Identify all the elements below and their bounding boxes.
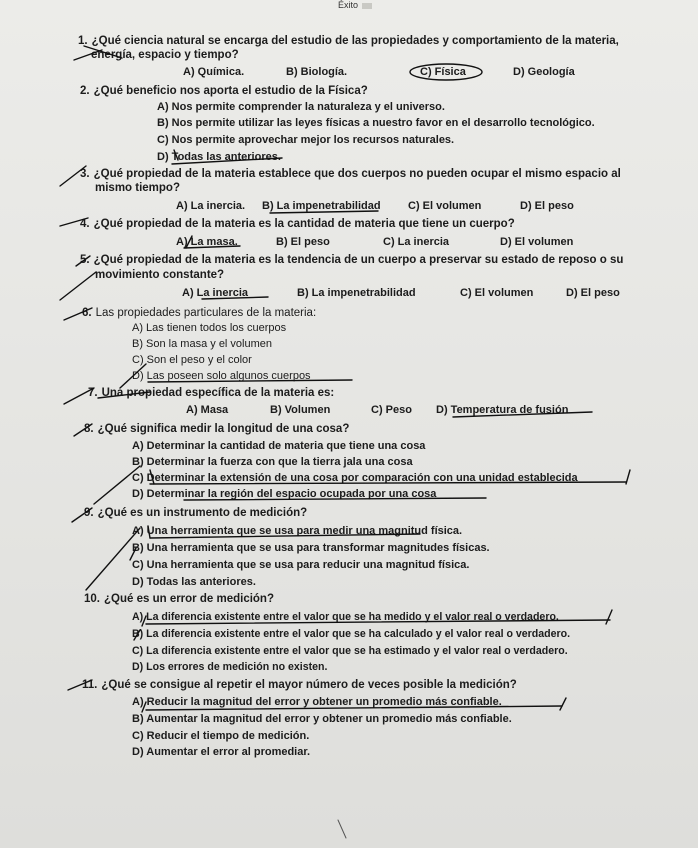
option-6d[interactable]: D) Las poseen solo algunos cuerpos — [132, 370, 311, 382]
question-10 — [84, 592, 274, 606]
option-6c[interactable]: C) Son el peso y el color — [132, 354, 252, 366]
question-text: ¿Qué es un instrumento de medición? — [97, 507, 308, 519]
question-9 — [84, 506, 307, 520]
option-2b[interactable]: B) Nos permite utilizar las leyes físicas a nuestro favor en el desarrollo tecnológico. — [157, 117, 595, 129]
question-7 — [88, 386, 334, 400]
option-4b[interactable]: B) El peso — [276, 236, 330, 248]
option-9c[interactable]: C) Una herramienta que se usa para reducir una magnitud física. — [132, 559, 470, 571]
question-4 — [80, 217, 515, 231]
question-5-line2: movimiento constante? — [95, 269, 225, 281]
option-10a[interactable]: A) La diferencia existente entre el valor que se ha medido y el valor real o verdadero. — [132, 611, 559, 623]
question-5 — [80, 253, 623, 267]
header-box — [362, 3, 372, 9]
question-number: 11. — [82, 679, 98, 691]
option-11c[interactable]: C) Reducir el tiempo de medición. — [132, 730, 310, 742]
question-text: ¿Qué propiedad de la materia establece que dos cuerpos no pueden ocupar el mismo espacio al — [93, 168, 621, 180]
option-3d[interactable]: D) El peso — [520, 200, 574, 212]
question-text: ¿Qué ciencia natural se encarga del estudio de las propiedades y comportamiento de la materia, — [91, 35, 619, 47]
question-number: 10. — [84, 593, 100, 605]
question-number: 4. — [80, 218, 90, 230]
question-1-line2: energía, espacio y tiempo? — [91, 49, 239, 61]
option-1a[interactable]: A) Química. — [183, 66, 245, 78]
option-10c[interactable]: C) La diferencia existente entre el valor que se ha estimado y el valor real o verdadero. — [132, 645, 568, 657]
question-2 — [80, 84, 368, 98]
option-5b[interactable]: B) La impenetrabilidad — [297, 287, 416, 299]
option-8b[interactable]: B) Determinar la fuerza con que la tierra jala una cosa — [132, 456, 413, 468]
option-5c[interactable]: C) El volumen — [460, 287, 534, 299]
option-9a[interactable]: A) Una herramienta que se usa para medir una magnitud física. — [132, 525, 463, 537]
question-number: 2. — [80, 85, 90, 97]
question-text: Una propiedad específica de la materia es: — [101, 387, 335, 399]
question-11 — [82, 678, 517, 692]
question-number: 9. — [84, 507, 94, 519]
question-number: 3. — [80, 168, 90, 180]
header-tag — [338, 0, 372, 10]
bracket-11a-right — [560, 698, 566, 710]
option-11d[interactable]: D) Aumentar el error al promediar. — [132, 746, 311, 758]
option-9d[interactable]: D) Todas las anteriores. — [132, 576, 256, 588]
option-6a[interactable]: A) Las tienen todos los cuerpos — [132, 322, 287, 334]
question-text: ¿Qué es un error de medición? — [104, 593, 274, 605]
option-8a[interactable]: A) Determinar la cantidad de materia que tiene una cosa — [132, 440, 426, 452]
question-1 — [78, 34, 619, 48]
option-10b[interactable]: B) La diferencia existente entre el valor que se ha calculado y el valor real o verdadero. — [132, 628, 571, 640]
option-3a[interactable]: A) La inercia. — [176, 200, 246, 212]
option-10d[interactable]: D) Los errores de medición no existen. — [132, 661, 328, 673]
option-11b[interactable]: B) Aumentar la magnitud del error y obtener un promedio más confiable. — [132, 713, 512, 725]
question-text: Las propiedades particulares de la materia: — [95, 307, 317, 319]
question-text: ¿Qué propiedad de la materia es la tendencia de un cuerpo a preservar su estado de reposo o su — [93, 254, 624, 266]
option-7d[interactable]: D) Temperatura de fusión — [436, 404, 569, 416]
option-1c[interactable]: C) Física — [420, 66, 466, 78]
option-8c[interactable]: C) Determinar la extensión de una cosa por comparación con una unidad establecida — [132, 472, 578, 484]
question-6 — [82, 306, 316, 320]
option-7b[interactable]: B) Volumen — [270, 404, 331, 416]
option-8d[interactable]: D) Determinar la región del espacio ocupada por una cosa — [132, 488, 437, 500]
option-1b[interactable]: B) Biología. — [286, 66, 348, 78]
question-number: 5. — [80, 254, 90, 266]
option-3c[interactable]: C) El volumen — [408, 200, 482, 212]
bracket-10a-right — [606, 610, 612, 624]
option-6b[interactable]: B) Son la masa y el volumen — [132, 338, 273, 350]
option-3b[interactable]: B) La impenetrabilidad — [262, 200, 381, 212]
option-11a[interactable]: A) Reducir la magnitud del error y obtener un promedio más confiable. — [132, 696, 502, 708]
question-number: 1. — [78, 35, 88, 47]
option-7c[interactable]: C) Peso — [371, 404, 412, 416]
question-number: 6. — [82, 307, 92, 319]
question-text: ¿Qué beneficio nos aporta el estudio de la Física? — [93, 85, 368, 97]
question-3-line2: mismo tiempo? — [95, 182, 180, 194]
option-4c[interactable]: C) La inercia — [383, 236, 450, 248]
bracket-8c-right — [626, 470, 630, 484]
stray-mark — [338, 820, 346, 838]
question-text: ¿Qué se consigue al repetir el mayor número de veces posible la medición? — [101, 679, 517, 691]
option-5a[interactable]: A) La inercia — [182, 287, 249, 299]
option-2a[interactable]: A) Nos permite comprender la naturaleza y el universo. — [157, 101, 445, 113]
question-text: ¿Qué significa medir la longitud de una cosa? — [97, 423, 350, 435]
header-tag-text: Éxito — [338, 0, 359, 10]
question-number: 8. — [84, 423, 94, 435]
question-8 — [84, 422, 349, 436]
question-text: ¿Qué propiedad de la materia es la cantidad de materia que tiene un cuerpo? — [93, 218, 515, 230]
option-1d[interactable]: D) Geología — [513, 66, 575, 78]
option-2c[interactable]: C) Nos permite aprovechar mejor los recursos naturales. — [157, 134, 455, 146]
option-2d[interactable]: D) Todas las anteriores. — [157, 151, 281, 163]
option-9b[interactable]: B) Una herramienta que se usa para transformar magnitudes físicas. — [132, 542, 490, 554]
option-7a[interactable]: A) Masa — [186, 404, 229, 416]
check-mark-5b — [60, 272, 96, 300]
option-4d[interactable]: D) El volumen — [500, 236, 574, 248]
question-3 — [80, 167, 621, 181]
question-number: 7. — [88, 387, 98, 399]
option-5d[interactable]: D) El peso — [566, 287, 620, 299]
option-4a[interactable]: A) La masa. — [176, 236, 238, 248]
